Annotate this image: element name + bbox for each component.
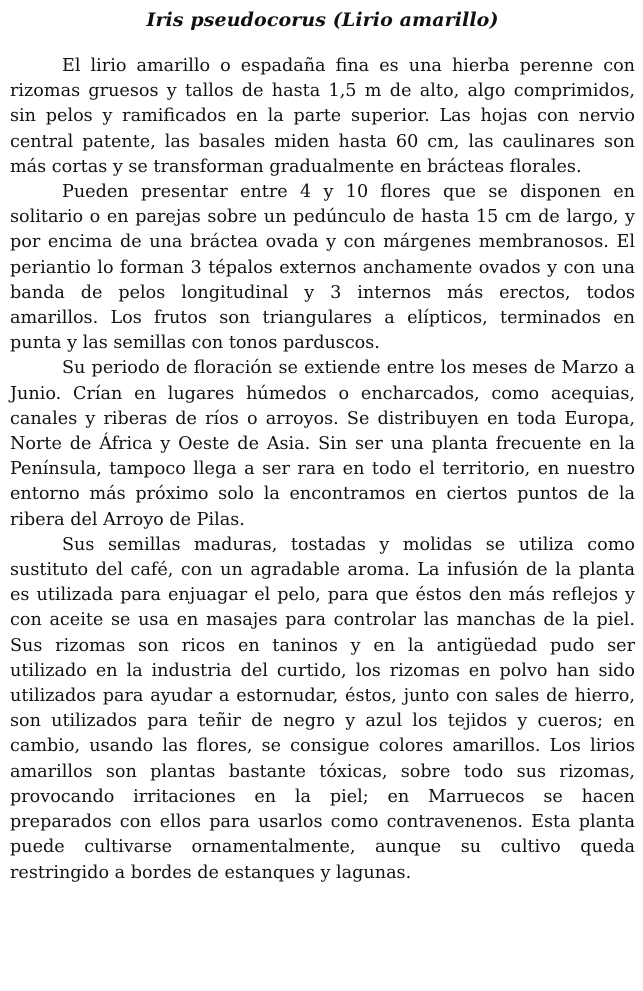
paragraph-flowers: Pueden presentar entre 4 y 10 flores que se disponen en solitario o en parejas sobre un pedúnculo de hasta 15 cm de largo, y por encima de una bráctea ovada y con márgenes membranosos. El periantio lo forman 3 tépalos externos anchamente ovados y con una banda de pelos longitudinal y 3 internos más erectos, todos amarillos. Los frutos son triangulares a elípticos, terminados en punta y las semillas con tonos parduscos. [10, 182, 635, 354]
paragraph-uses: Sus semillas maduras, tostadas y molidas se utiliza como sustituto del café, con un agradable aroma. La infusión de la planta es utilizada para enjuagar el pelo, para que éstos den más reflejos y con aceite se usa en masajes para controlar las manchas de la piel. Sus rizomas son ricos en taninos y en la antigüedad pudo ser utilizado en la industria del curtido, los rizomas en polvo han sido utilizados para ayudar a estornudar, éstos, junto con sales de hierro, son utilizados para teñir de negro y azul los tejidos y cueros; en cambio, usando las flores, se consigue colores amarillos. Los lirios amarillos son plantas bastante tóxicas, sobre todo sus rizomas, provocando irritaciones en la piel; en Marruecos se hacen preparados con ellos para usarlos como contravenenos. Esta planta puede cultivarse ornamentalmente, aunque su cultivo queda restringido a bordes de estanques y lagunas. [10, 534, 635, 883]
paragraph-habitat: Su periodo de floración se extiende entre los meses de Marzo a Junio. Crían en lugares húmedos o encharcados, como acequias, canales y riberas de ríos o arroyos. Se distribuyen en toda Europa, Norte de África y Oeste de Asia. Sin ser una planta frecuente en la Península, tampoco llega a ser rara en todo el territorio, en nuestro entorno más próximo solo la encontramos en ciertos puntos de la ribera del Arroyo de Pilas. [10, 358, 635, 530]
document-page [10, 6, 635, 886]
paragraph-description: El lirio amarillo o espadaña fina es una hierba perenne con rizomas gruesos y tallos de hasta 1,5 m de alto, algo comprimidos, sin pelos y ramificados en la parte superior. Las hojas con nervio central patente, las basales miden hasta 60 cm, las caulinares son más cortas y se transforman gradualmente en brácteas florales. [10, 56, 635, 177]
document-title: Iris pseudocorus (Lirio amarillo) [146, 9, 499, 31]
